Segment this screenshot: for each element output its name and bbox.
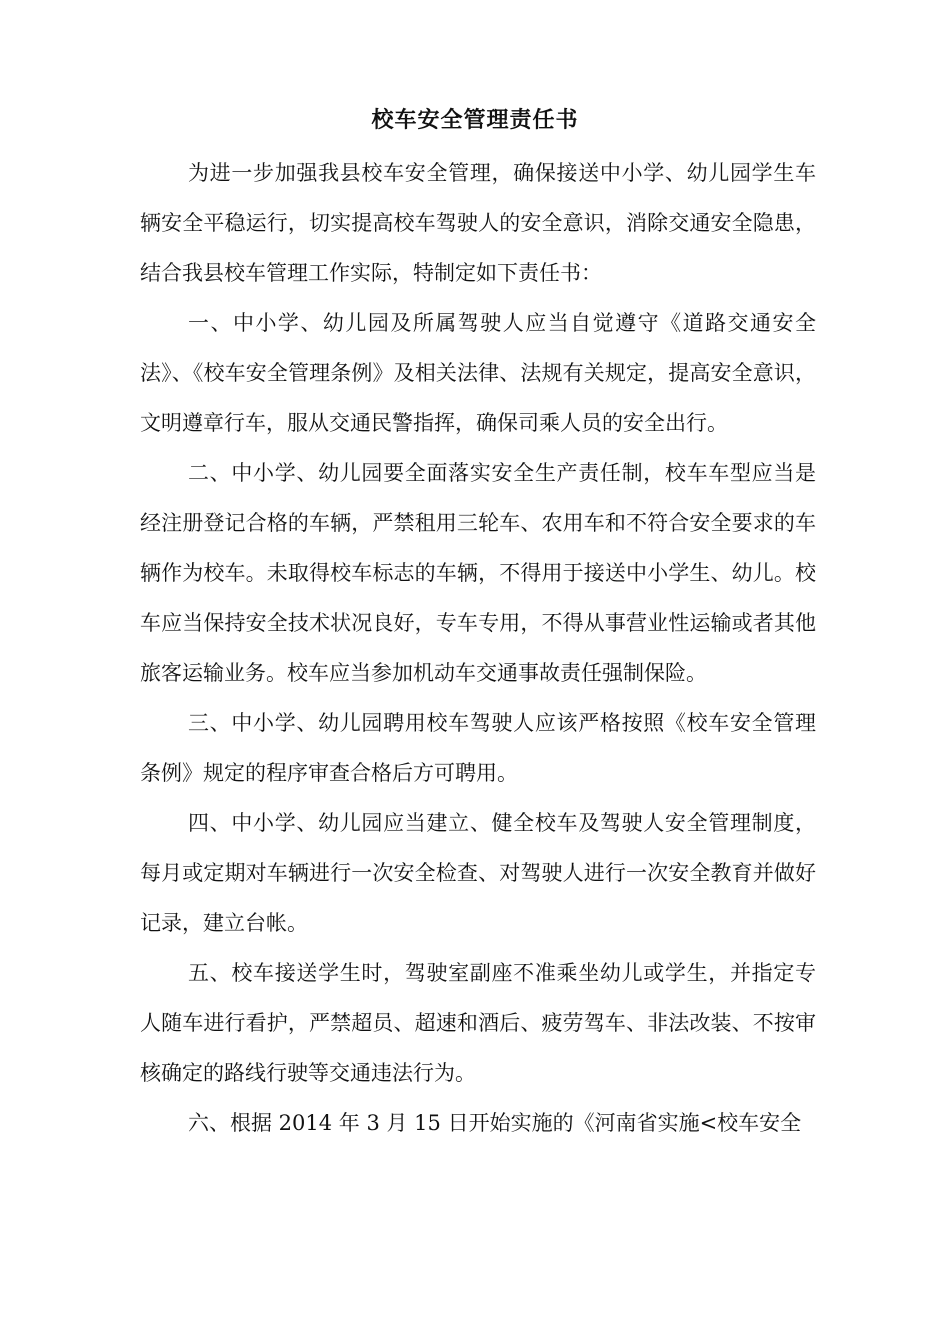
paragraph-clause-5: 五、校车接送学生时，驾驶室副座不准乘坐幼儿或学生，并指定专人随车进行看护，严禁超员、超速和酒后、疲劳驾车、非法改装、不按审核确定的路线行驶等交通违法行为。 [140, 961, 816, 1085]
paragraph-intro: 为进一步加强我县校车安全管理，确保接送中小学、幼儿园学生车辆安全平稳运行，切实提高校车驾驶人的安全意识，消除交通安全隐患，结合我县校车管理工作实际，特制定如下责任书： [140, 161, 816, 285]
paragraph-clause-6: 六、根据 2014 年 3 月 15 日开始实施的《河南省实施<校车安全 [188, 1111, 802, 1135]
document-title: 校车安全管理责任书 [371, 107, 579, 133]
paragraph-clause-4: 四、中小学、幼儿园应当建立、健全校车及驾驶人安全管理制度，每月或定期对车辆进行一次安全检查、对驾驶人进行一次安全教育并做好记录，建立台帐。 [140, 811, 816, 935]
document-body [140, 148, 816, 1148]
paragraph-clause-1: 一、中小学、幼儿园及所属驾驶人应当自觉遵守《道路交通安全法》、《校车安全管理条例》及相关法律、法规有关规定，提高安全意识，文明遵章行车，服从交通民警指挥，确保司乘人员的安全出行。 [140, 311, 816, 435]
paragraph-clause-3: 三、中小学、幼儿园聘用校车驾驶人应该严格按照《校车安全管理条例》规定的程序审查合格后方可聘用。 [140, 711, 816, 785]
paragraph-clause-2: 二、中小学、幼儿园要全面落实安全生产责任制，校车车型应当是经注册登记合格的车辆，严禁租用三轮车、农用车和不符合安全要求的车辆作为校车。未取得校车标志的车辆，不得用于接送中小学生、幼儿。校车应当保持安全技术状况良好，专车专用，不得从事营业性运输或者其他旅客运输业务。校车应当参加机动车交通事故责任强制保险。 [140, 461, 816, 685]
